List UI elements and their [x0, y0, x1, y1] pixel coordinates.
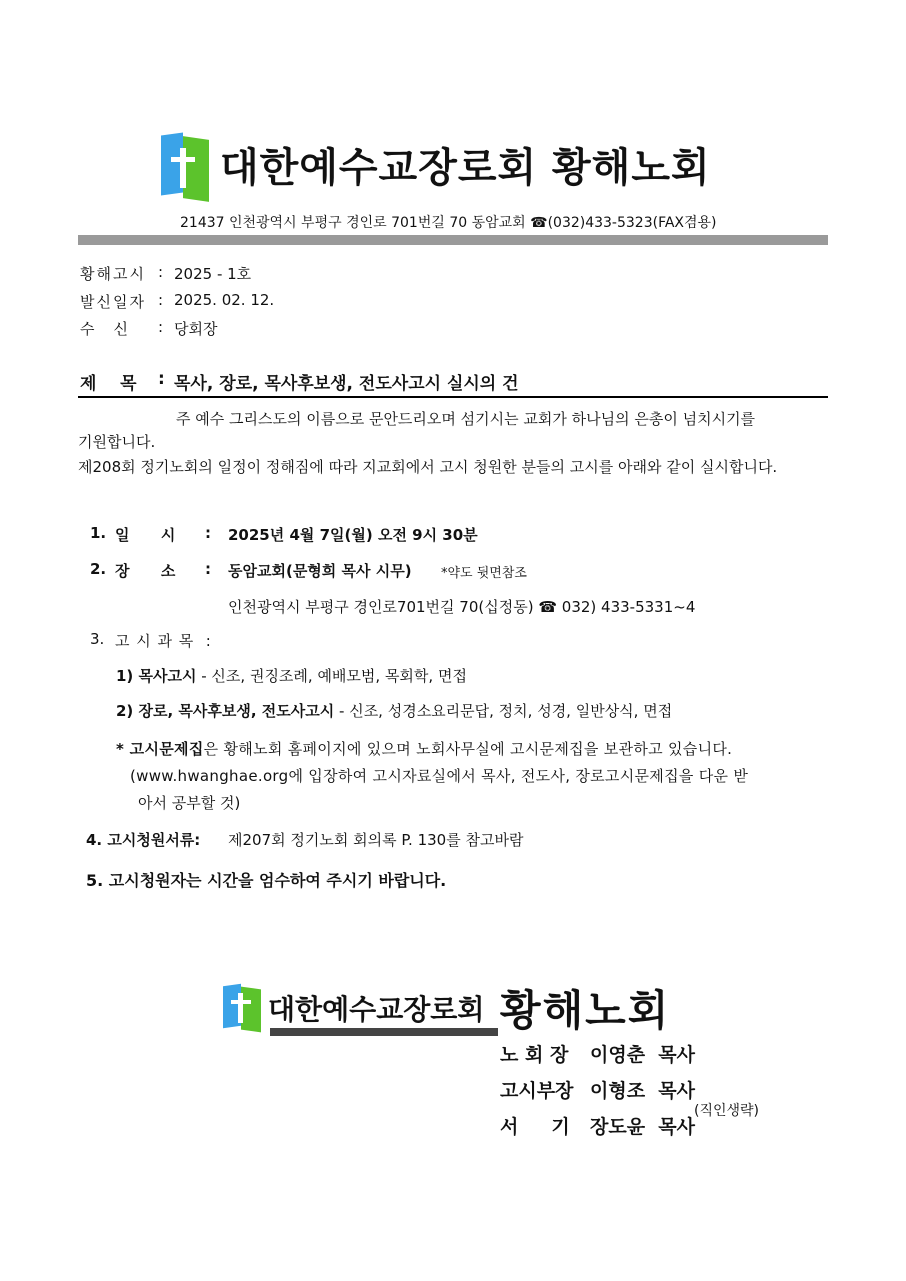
sub-item-1-desc: - 신조, 권징조례, 예배모범, 목회학, 면접 — [196, 667, 467, 685]
footer-rule — [270, 1028, 498, 1036]
meta-notice-label: 황해고시 — [80, 265, 146, 283]
item1-value: 2025년 4월 7일(월) 오전 9시 30분 — [228, 526, 478, 544]
item2-number: 2. — [90, 560, 107, 578]
header-logo — [161, 134, 211, 200]
seal-note: (직인생략) — [694, 1103, 760, 1119]
signer-1-title: 노 회 장 — [500, 1044, 569, 1066]
signer-1-name: 이영춘 목사 — [590, 1044, 695, 1066]
item2-value: 동암교회(문형희 목사 시무) — [228, 562, 412, 580]
item2-note: *약도 뒷면참조 — [441, 566, 527, 581]
footer-org-left: 대한예수교장로회 — [268, 993, 485, 1026]
subject-value: 목사, 장로, 목사후보생, 전도사고시 실시의 건 — [174, 374, 519, 394]
intro-line: 제208회 정기노회의 일정이 정해짐에 따라 지교회에서 고시 청원한 분들의 고시를 아래와 같이 실시합니다. — [78, 458, 778, 476]
meta-colon: : — [158, 318, 164, 336]
subject-label: 제 목 — [80, 374, 137, 394]
item1-colon: : — [205, 524, 211, 542]
note-bold: 고시문제집 — [129, 740, 204, 758]
signer-2-title: 고시부장 — [500, 1080, 574, 1102]
item2-label: 장 소 — [115, 562, 176, 580]
note-star: * — [116, 740, 130, 758]
item3-label: 고 시 과 목 : — [115, 632, 212, 650]
sub-item-2-title: 2) 장로, 목사후보생, 전도사고시 — [116, 702, 335, 720]
note-rest: 은 황해노회 홈페이지에 있으며 노회사무실에 고시문제집을 보관하고 있습니다. — [203, 740, 733, 758]
note-line2: (www.hwanghae.org에 입장하여 고시자료실에서 목사, 전도사, 장로고시문제집을 다운 받 — [130, 767, 749, 785]
sub-item-1 — [116, 665, 467, 686]
item5-text: 5. 고시청원자는 시간을 엄수하여 주시기 바랍니다. — [86, 871, 447, 890]
header-rule — [78, 235, 828, 245]
item2-address: 인천광역시 부평구 경인로701번길 70(십정동) ☎ 032) 433-5331~4 — [228, 598, 696, 616]
meta-recipient-label: 수 신 — [80, 320, 129, 338]
item1-label: 일 시 — [115, 526, 176, 544]
sub-item-1-title: 1) 목사고시 — [116, 667, 197, 685]
footer-logo — [223, 985, 263, 1031]
meta-recipient-value: 당회장 — [174, 320, 218, 338]
meta-colon: : — [158, 291, 164, 309]
header-address: 21437 인천광역시 부평구 경인로 701번길 70 동암교회 ☎(032)433-5323(FAX겸용) — [180, 215, 717, 231]
item1-number: 1. — [90, 524, 107, 542]
greeting-line2: 기원합니다. — [78, 433, 156, 451]
footer-org-right: 황해노회 — [500, 986, 671, 1035]
meta-notice-value: 2025 - 1호 — [174, 265, 252, 283]
subject-colon: : — [158, 369, 165, 389]
note-line3: 아서 공부할 것) — [138, 794, 241, 812]
greeting-line1: 주 예수 그리스도의 이름으로 문안드리오며 섬기시는 교회가 하나님의 은총이 넘치시기를 — [176, 410, 756, 428]
item3-number: 3. — [90, 630, 105, 648]
meta-date-label: 발신일자 — [80, 293, 146, 311]
item4-value: 제207회 정기노회 회의록 P. 130를 참고바람 — [228, 831, 524, 849]
note-line1 — [116, 738, 732, 759]
signer-2-name: 이형조 목사 — [590, 1080, 695, 1102]
signer-3-name: 장도윤 목사 — [590, 1116, 695, 1138]
subject-rule — [78, 396, 828, 398]
item4-label: 4. 고시청원서류: — [86, 831, 201, 849]
meta-date-value: 2025. 02. 12. — [174, 291, 275, 309]
meta-colon: : — [158, 263, 164, 281]
sub-item-2 — [116, 700, 672, 721]
header-org-name: 대한예수교장로회 황해노회 — [220, 145, 711, 191]
signer-3-title: 서 기 — [500, 1116, 570, 1138]
sub-item-2-desc: - 신조, 성경소요리문답, 정치, 성경, 일반상식, 면접 — [334, 702, 673, 720]
item2-colon: : — [205, 560, 211, 578]
